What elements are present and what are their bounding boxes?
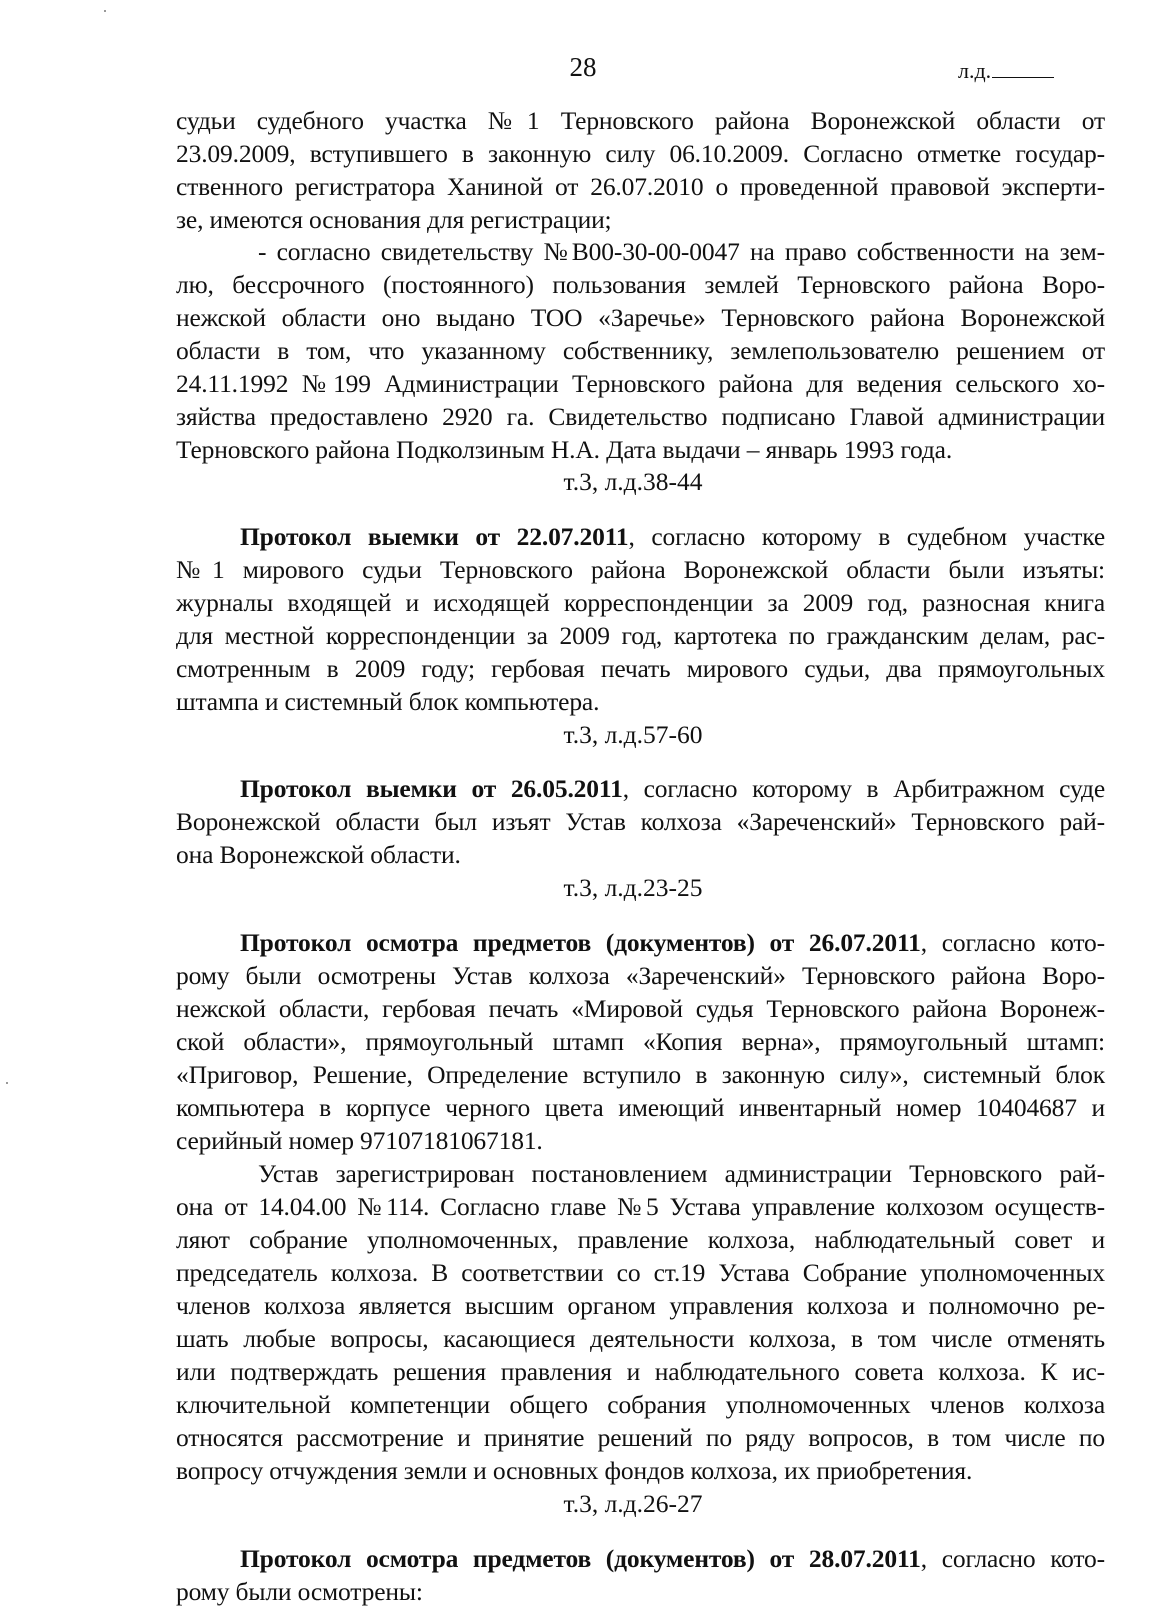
protocol-heading-line [240, 520, 1105, 553]
case-reference: т.3, л.д.26-27 [563, 1489, 703, 1518]
text-line: штампа и системный блок компьютера. [176, 687, 600, 716]
text-line: ключительной компетенции общего собрания уполномоченных членов колхоза [176, 1390, 1105, 1419]
case-reference: т.3, л.д.38-44 [563, 467, 703, 496]
sheet-number-blank [992, 59, 1054, 78]
scan-speck [104, 10, 106, 12]
text-line: №1 мирового судьи Терновского района Воронежской области были изъяты: [176, 555, 1105, 584]
page-number: 28 [569, 52, 597, 82]
text-line: - согласно свидетельству №В00-30-00-0047 на право собственности на зем- [258, 237, 1105, 266]
text-line: серийный номер 97107181067181. [176, 1126, 543, 1155]
text-line: членов колхоза является высшим органом управления колхоза и полномочно ре- [176, 1291, 1105, 1320]
text-line: области в том, что указанному собственнику, землепользователю решением от [176, 336, 1105, 365]
protocol-heading-line [240, 772, 1105, 805]
protocol-lead-text: , согласно кото- [920, 1544, 1105, 1573]
text-line: зе, имеются основания для регистрации; [176, 205, 612, 234]
protocol-title: Протокол выемки от 22.07.2011 [240, 522, 629, 551]
case-reference: т.3, л.д.57-60 [563, 720, 703, 749]
text-line: председатель колхоза. В соответствии со ст.19 Устава Собрание уполномоченных [176, 1258, 1105, 1287]
text-line: судьи судебного участка №1 Терновского района Воронежской области от [176, 106, 1105, 135]
text-line: для местной корреспонденции за 2009 год, картотека по гражданским делам, рас- [176, 621, 1105, 650]
sheet-label-text: л.д. [958, 58, 992, 83]
text-line: вопросу отчуждения земли и основных фондов колхоза, их приобретения. [176, 1456, 973, 1485]
text-line: «Приговор, Решение, Определение вступило в законную силу», системный блок [176, 1060, 1105, 1089]
case-reference: т.3, л.д.23-25 [563, 873, 703, 902]
text-line: шать любые вопросы, касающиеся деятельности колхоза, в том числе отменять [176, 1324, 1105, 1353]
scan-speck [6, 1082, 8, 1084]
protocol-heading-line [240, 1542, 1105, 1575]
text-line: рому были осмотрены: [176, 1577, 423, 1606]
text-line: зяйства предоставлено 2920 га. Свидетельство подписано Главой администрации [176, 402, 1105, 431]
text-line: ляют собрание уполномоченных, правление колхоза, наблюдательный совет и [176, 1225, 1105, 1254]
text-line: смотренным в 2009 году; гербовая печать мирового судьи, два прямоугольных [176, 654, 1105, 683]
text-line: лю, бессрочного (постоянного) пользования землей Терновского района Воро- [176, 270, 1105, 299]
text-line: Устав зарегистрирован постановлением администрации Терновского рай- [258, 1159, 1105, 1188]
protocol-title: Протокол выемки от 26.05.2011 [240, 774, 623, 803]
text-line: Воронежской области был изъят Устав колхоза «Зареченский» Терновского рай- [176, 807, 1105, 836]
sheet-label [958, 58, 1054, 84]
text-line: рому были осмотрены Устав колхоза «Зареченский» Терновского района Воро- [176, 961, 1105, 990]
protocol-lead-text: , согласно кото- [920, 928, 1105, 957]
protocol-lead-text: , согласно которому в судебном участке [628, 522, 1105, 551]
text-line: журналы входящей и исходящей корреспонденции за 2009 год, разносная книга [176, 588, 1105, 617]
protocol-title: Протокол осмотра предметов (документов) от 26.07.2011 [240, 928, 921, 957]
protocol-lead-text: , согласно которому в Арбитражном суде [622, 774, 1105, 803]
text-line: нежской области оно выдано ТОО «Заречье» Терновского района Воронежской [176, 303, 1105, 332]
protocol-title: Протокол осмотра предметов (документов) от 28.07.2011 [240, 1544, 921, 1573]
text-line: 24.11.1992 №199 Администрации Терновского района для ведения сельского хо- [176, 369, 1105, 398]
text-line: ской области», прямоугольный штамп «Копия верна», прямоугольный штамп: [176, 1027, 1105, 1056]
protocol-heading-line [240, 926, 1105, 959]
text-line: нежской области, гербовая печать «Мировой судья Терновского района Воронеж- [176, 994, 1105, 1023]
text-line: она Воронежской области. [176, 840, 461, 869]
text-line: Терновского района Подколзиным Н.А. Дата выдачи – январь 1993 года. [176, 435, 953, 464]
text-line: компьютера в корпусе черного цвета имеющий инвентарный номер 10404687 и [176, 1093, 1105, 1122]
text-line: 23.09.2009, вступившего в законную силу 06.10.2009. Согласно отметке государ- [176, 139, 1105, 168]
text-line: она от 14.04.00 №114. Согласно главе №5 Устава управление колхозом осуществ- [176, 1192, 1105, 1221]
text-line: относятся рассмотрение и принятие решений по ряду вопросов, в том числе по [176, 1423, 1105, 1452]
text-line: ственного регистратора Ханиной от 26.07.2010 о проведенной правовой эксперти- [176, 172, 1105, 201]
text-line: или подтверждать решения правления и наблюдательного совета колхоза. К ис- [176, 1357, 1105, 1386]
